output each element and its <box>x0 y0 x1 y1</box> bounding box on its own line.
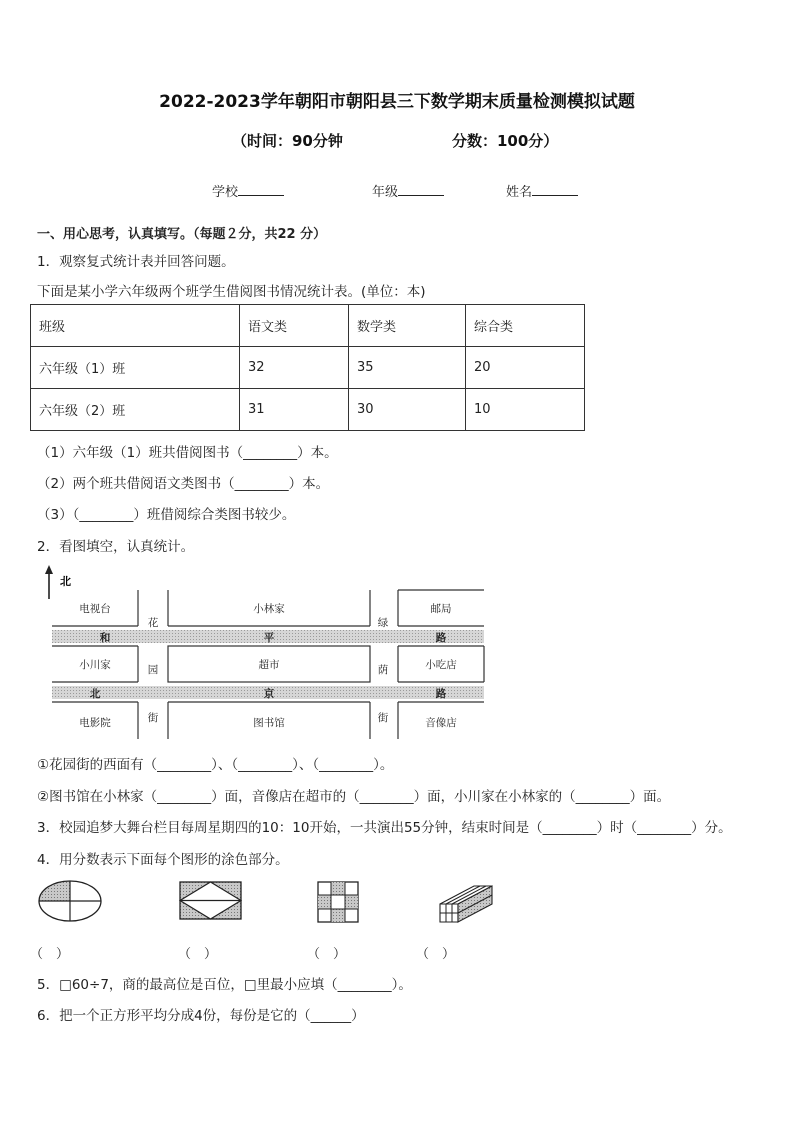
street-label-yuan: 园 <box>147 664 159 676</box>
street-label-lv: 绿 <box>377 617 389 629</box>
q1-sub2: （2）两个班共借阅语文类图书（________）本。 <box>37 476 330 492</box>
street-map <box>40 564 490 744</box>
table-cell: 10 <box>466 389 585 431</box>
table-row <box>31 389 585 431</box>
street-label-jie: 街 <box>147 712 159 724</box>
section-heading: 一、用心思考，认真填写。（每题２分，共22 分） <box>37 227 327 242</box>
answer-blank-3[interactable]: （ ） <box>307 947 347 962</box>
table-header-cell: 数学类 <box>349 305 466 347</box>
road-label-jing: 京 <box>263 688 275 700</box>
table-row <box>31 347 585 389</box>
road-label-he: 和 <box>99 632 111 644</box>
building-tv-station: 电视台 <box>79 603 111 615</box>
q1-sub3: （3）（________）班借阅综合类图书较少。 <box>37 507 296 523</box>
building-xiaochuan-home: 小川家 <box>79 659 111 671</box>
bar-figure <box>440 886 492 922</box>
school-label: 学校 <box>212 185 239 200</box>
grade-label: 年级 <box>372 185 399 200</box>
exam-time: （时间：90分钟 <box>232 132 343 150</box>
road-label-ping: 平 <box>263 632 275 644</box>
q4-stem: 4．用分数表示下面每个图形的涂色部分。 <box>37 852 289 868</box>
street-label-jie: 街 <box>377 712 389 724</box>
table-cell: 30 <box>349 389 466 431</box>
grade-field <box>372 181 444 200</box>
table-cell: 35 <box>349 347 466 389</box>
page-title: 2022-2023学年朝阳市朝阳县三下数学期末质量检测模拟试题 <box>159 92 635 112</box>
table-cell: 六年级（1）班 <box>31 347 240 389</box>
q1-stem: 1．观察复式统计表并回答问题。 <box>37 254 235 270</box>
name-field <box>506 181 578 200</box>
school-blank[interactable] <box>238 183 284 196</box>
table-cell: 20 <box>466 347 585 389</box>
school-field <box>212 181 284 200</box>
q3-text: 3．校园追梦大舞台栏目每周星期四的10：10开始，一共演出55分钟，结束时间是（________）时（________）分。 <box>37 820 732 836</box>
rectangle-diamond-figure <box>180 882 241 919</box>
street-label-hua: 花 <box>147 617 159 629</box>
table-header-cell: 综合类 <box>466 305 585 347</box>
north-label: 北 <box>60 575 71 588</box>
building-snack-shop: 小吃店 <box>425 659 457 671</box>
road-label-lu: 路 <box>435 632 447 644</box>
exam-score: 分数：100分） <box>452 132 559 150</box>
q2-sub2: ②图书馆在小林家（________）面，音像店在超市的（________）面，小川家在小林家的（________）面。 <box>37 789 671 805</box>
q2-sub1: ①花园街的西面有（________）、（________）、（________）。 <box>37 757 394 773</box>
q2-stem: 2．看图填空，认真统计。 <box>37 539 195 555</box>
north-arrow-icon <box>45 565 53 599</box>
answer-blank-1[interactable]: （ ） <box>30 947 70 962</box>
name-label: 姓名 <box>506 185 533 200</box>
stats-table <box>30 304 585 431</box>
q1-intro: 下面是某小学六年级两个班学生借阅图书情况统计表。(单位：本) <box>37 284 426 300</box>
answer-blank-2[interactable]: （ ） <box>178 947 218 962</box>
building-library: 图书馆 <box>253 717 285 729</box>
fraction-figures <box>30 870 500 932</box>
answer-blank-4[interactable]: （ ） <box>416 947 456 962</box>
building-supermarket: 超市 <box>258 659 280 671</box>
building-xiaolin-home: 小林家 <box>253 603 285 615</box>
name-blank[interactable] <box>532 183 578 196</box>
q5-text: 5．□60÷7，商的最高位是百位，□里最小应填（________）。 <box>37 977 412 993</box>
table-header-cell: 班级 <box>31 305 240 347</box>
road-label-bei: 北 <box>89 688 101 700</box>
q1-sub1: （1）六年级（1）班共借阅图书（________）本。 <box>37 445 338 461</box>
table-cell: 31 <box>240 389 349 431</box>
table-header-cell: 语文类 <box>240 305 349 347</box>
building-cinema: 电影院 <box>79 717 111 729</box>
grid-square-figure <box>318 882 358 922</box>
road-label-lu: 路 <box>435 688 447 700</box>
street-label-yin: 荫 <box>377 664 389 676</box>
ellipse-figure <box>39 881 101 921</box>
table-header-row <box>31 305 585 347</box>
grade-blank[interactable] <box>398 183 444 196</box>
table-cell: 六年级（2）班 <box>31 389 240 431</box>
table-cell: 32 <box>240 347 349 389</box>
building-post-office: 邮局 <box>430 603 452 615</box>
q6-text: 6．把一个正方形平均分成4份，每份是它的（______） <box>37 1008 365 1024</box>
building-audio-video-shop: 音像店 <box>425 717 457 729</box>
